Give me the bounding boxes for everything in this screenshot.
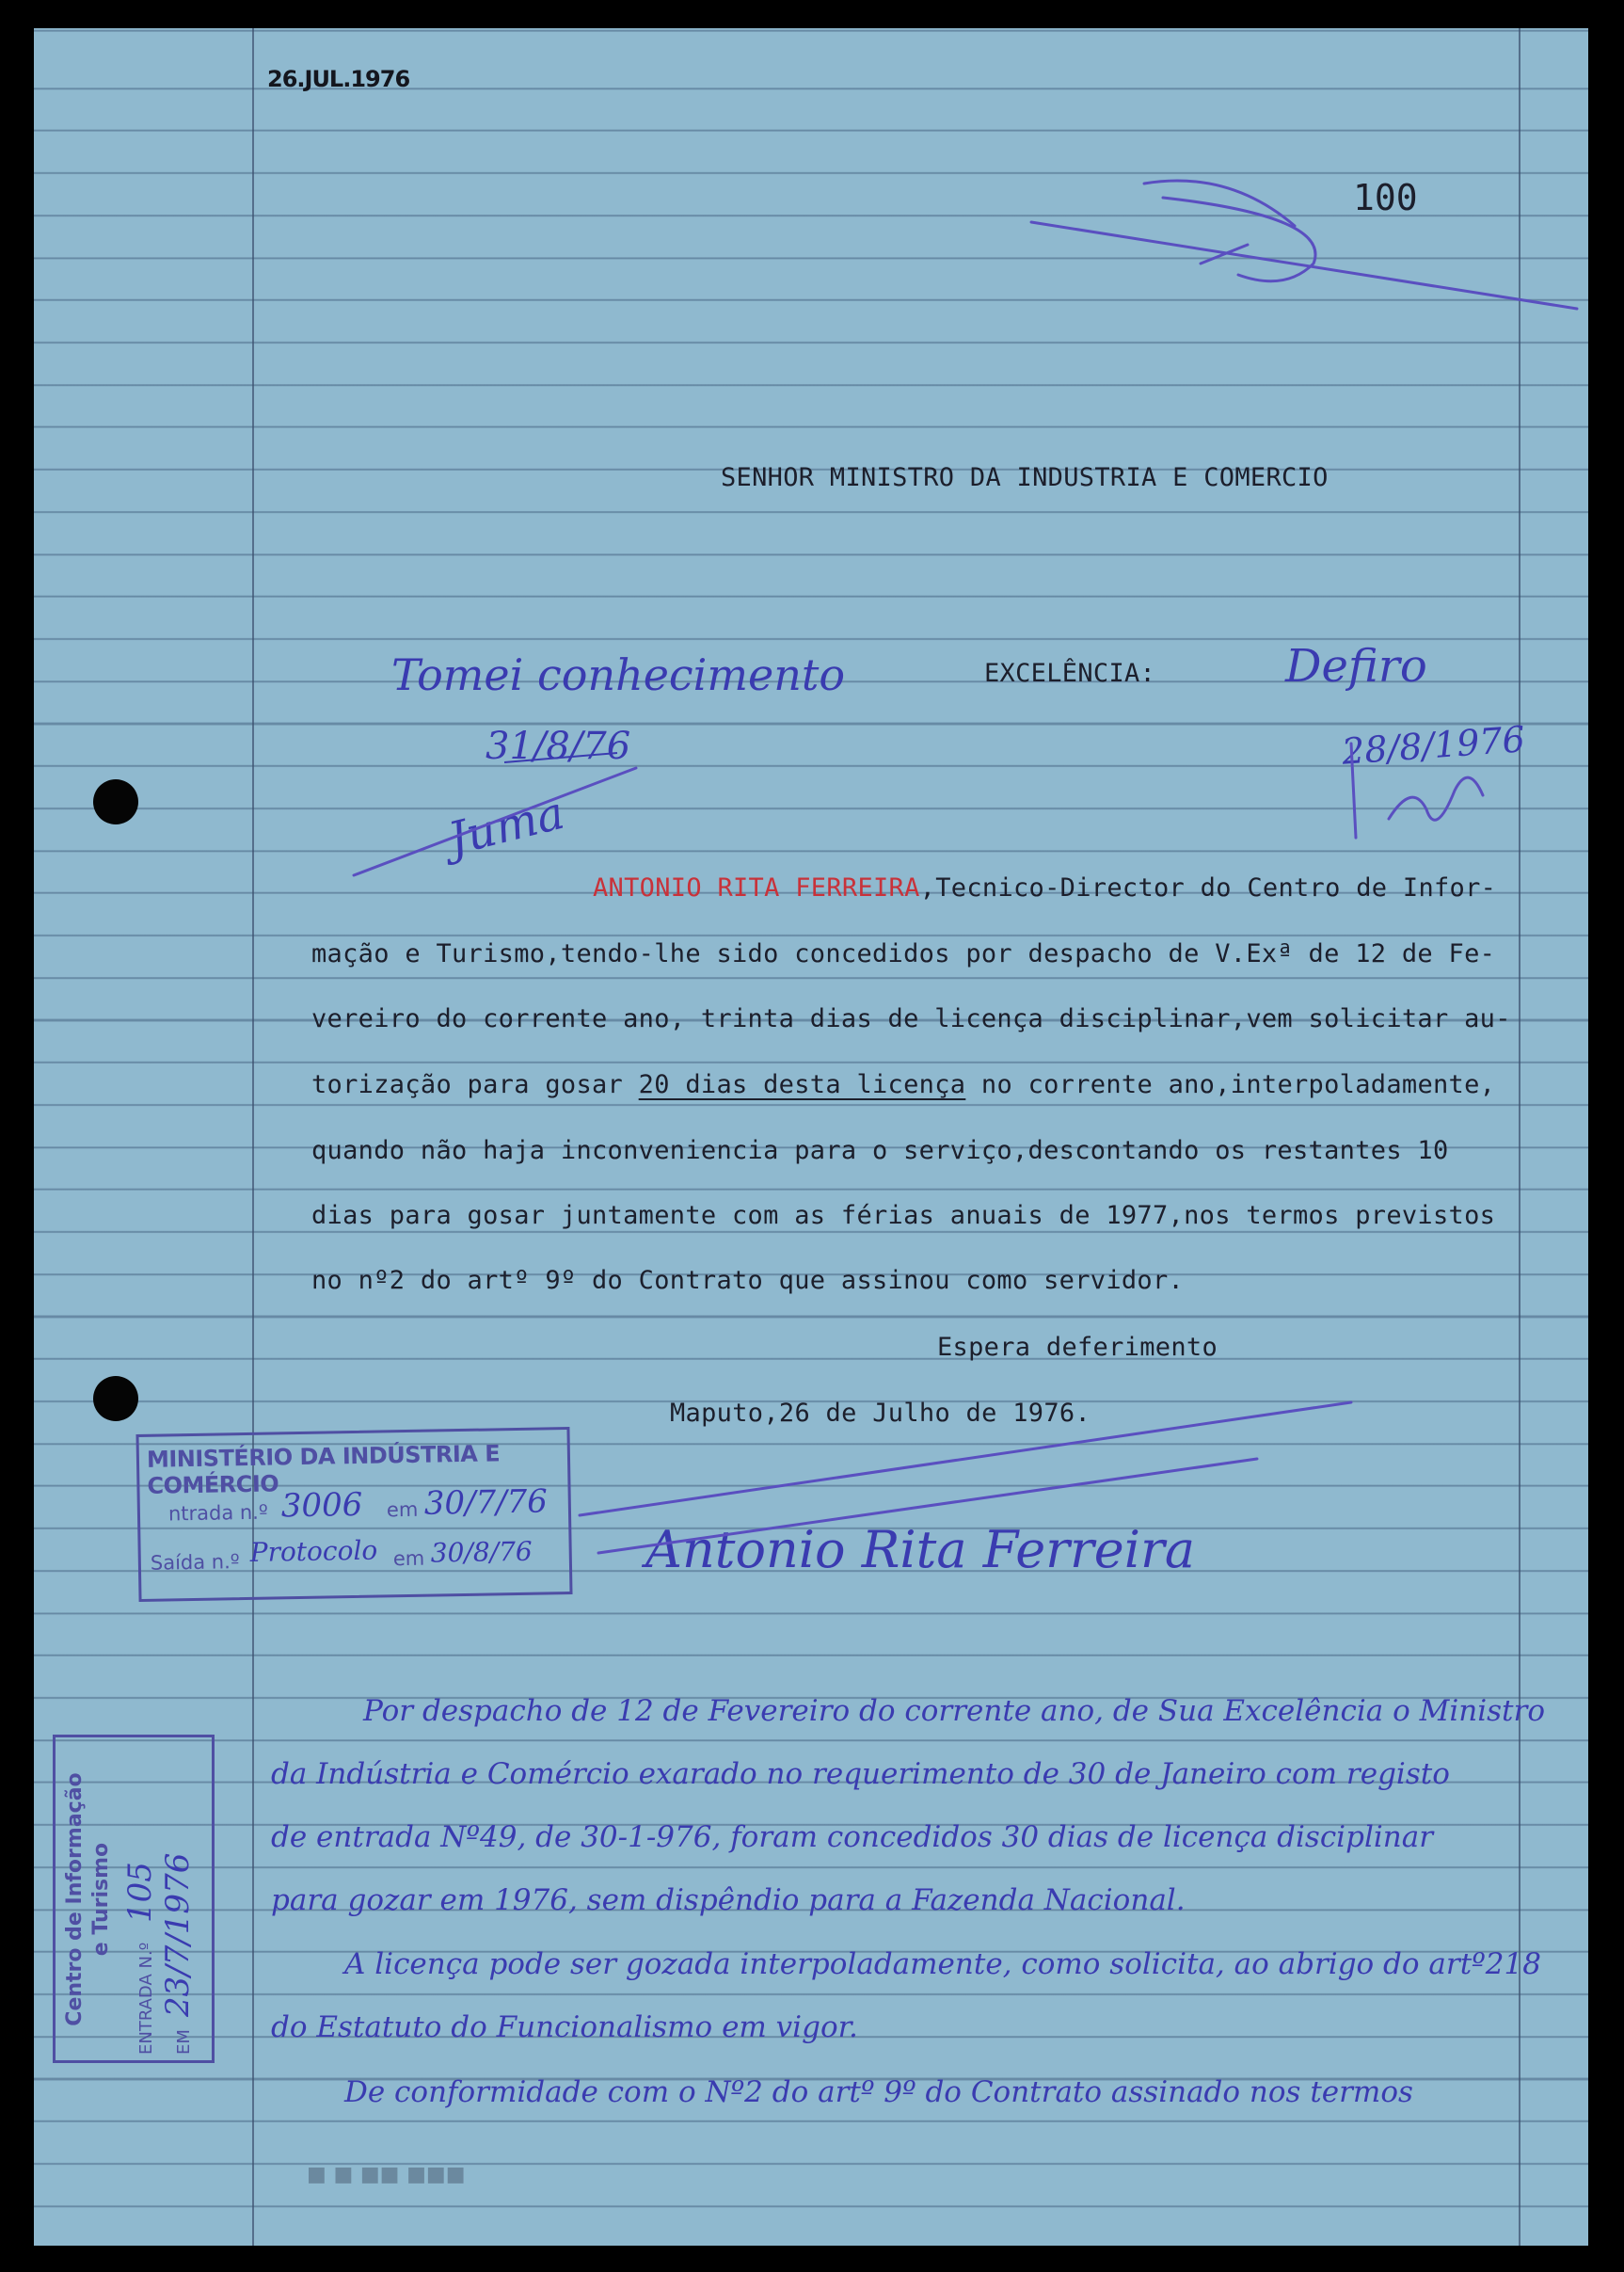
routing-scribble-2	[1163, 198, 1315, 281]
centro-stamp-em-label: EM	[174, 2028, 194, 2055]
annotation-tomei-conhecimento: Tomei conhecimento	[391, 649, 846, 700]
ministry-stamp-saida-label: Saída n.º	[150, 1550, 240, 1575]
defiro-signature-loop	[1389, 777, 1483, 820]
received-date-stamp: 26.JUL.1976	[267, 66, 410, 92]
centro-stamp-entrada-number: 105	[121, 1861, 159, 1923]
ministry-stamp-saida-em: em	[392, 1546, 425, 1571]
note-line-6: do Estatuto do Funcionalismo em vigor.	[271, 2010, 858, 2044]
body-line-4: torização para gosar 20 dias desta licença no corrente ano,interpoladamente,	[311, 1070, 1496, 1099]
body-line-5: quando não haja inconveniencia para o serviço,descontando os restantes 10	[311, 1136, 1449, 1165]
page-number: 100	[1353, 177, 1418, 218]
body-line-2: mação e Turismo,tendo-lhe sido concedidos por despacho de V.Exª de 12 de Fe-	[311, 939, 1496, 968]
place-date: Maputo,26 de Julho de 1976.	[670, 1399, 1091, 1428]
addressee: SENHOR MINISTRO DA INDUSTRIA E COMERCIO	[721, 463, 1329, 492]
tomei-underline	[504, 753, 617, 762]
note-line-3: de entrada Nº49, de 30-1-976, foram concedidos 30 dias de licença disciplinar	[271, 1820, 1434, 1854]
document-page	[34, 28, 1588, 2246]
faded-stamp-bottom: ■ ■ ■■ ■■■	[307, 2163, 466, 2186]
closing: Espera deferimento	[937, 1333, 1218, 1362]
note-line-5: A licença pode ser gozada interpoladamente, como solicita, ao abrigo do artº218	[344, 1947, 1541, 1981]
body-line-3: vereiro do corrente ano, trinta dias de licença disciplinar,vem solicitar au-	[311, 1004, 1511, 1033]
ministry-stamp-entrada-label: ntrada n.º	[167, 1500, 268, 1526]
defiro-bracket	[1351, 744, 1356, 838]
strike-tomei	[354, 768, 636, 875]
ministry-stamp-entrada-em: em	[386, 1497, 419, 1522]
body-line-6: dias para gosar juntamente com as férias anuais de 1977,nos termos previstos	[311, 1201, 1496, 1230]
strike-signature-2	[598, 1459, 1257, 1553]
salutation: EXCELÊNCIA:	[984, 659, 1156, 688]
note-line-4: para gozar em 1976, sem dispêndio para a Fazenda Nacional.	[271, 1883, 1186, 1917]
underlined-phrase: 20 dias desta licença	[638, 1070, 966, 1099]
note-line-7: De conformidade com o Nº2 do artº 9º do Contrato assinado nos termos	[344, 2075, 1413, 2109]
centro-stamp-em-date: 23/7/1976	[159, 1852, 197, 2017]
note-line-2: da Indústria e Comércio exarado no requerimento de 30 de Janeiro com registo	[271, 1757, 1450, 1791]
ministry-stamp-title: MINISTÉRIO DA INDÚSTRIA E COMÉRCIO	[146, 1440, 501, 1499]
annotation-defiro-date: 28/8/1976	[1340, 718, 1527, 773]
centro-stamp-title-1: Centro de Informação	[63, 1771, 87, 2026]
note-line-1: Por despacho de 12 de Fevereiro do corrente ano, de Sua Excelência o Ministro	[363, 1694, 1545, 1728]
body-line-1: ANTONIO RITA FERREIRA,Tecnico-Director do Centro de Infor-	[593, 873, 1497, 903]
ministry-stamp-saida-date: 30/8/76	[430, 1535, 533, 1569]
petitioner-signature: Antonio Rita Ferreira	[645, 1520, 1196, 1579]
ministry-stamp-entrada-date: 30/7/76	[423, 1482, 549, 1523]
centro-stamp-entrada-label: ENTRADA N.º	[136, 1942, 156, 2055]
strike-signature	[580, 1402, 1351, 1515]
annotation-defiro: Defiro	[1285, 640, 1427, 693]
annotation-tomei-signature: Juma	[443, 786, 570, 867]
petitioner-name: ANTONIO RITA FERREIRA	[593, 873, 920, 903]
centro-stamp-title-2: e Turismo	[89, 1842, 113, 1956]
pen-strokes	[34, 28, 1588, 2246]
ministry-stamp-entrada-number: 3006	[280, 1485, 363, 1526]
annotation-tomei-date: 31/8/76	[486, 725, 631, 768]
ministry-stamp-saida-number: Protocolo	[249, 1534, 378, 1568]
body-line-7: no nº2 do artº 9º do Contrato que assinou como servidor.	[311, 1266, 1185, 1295]
